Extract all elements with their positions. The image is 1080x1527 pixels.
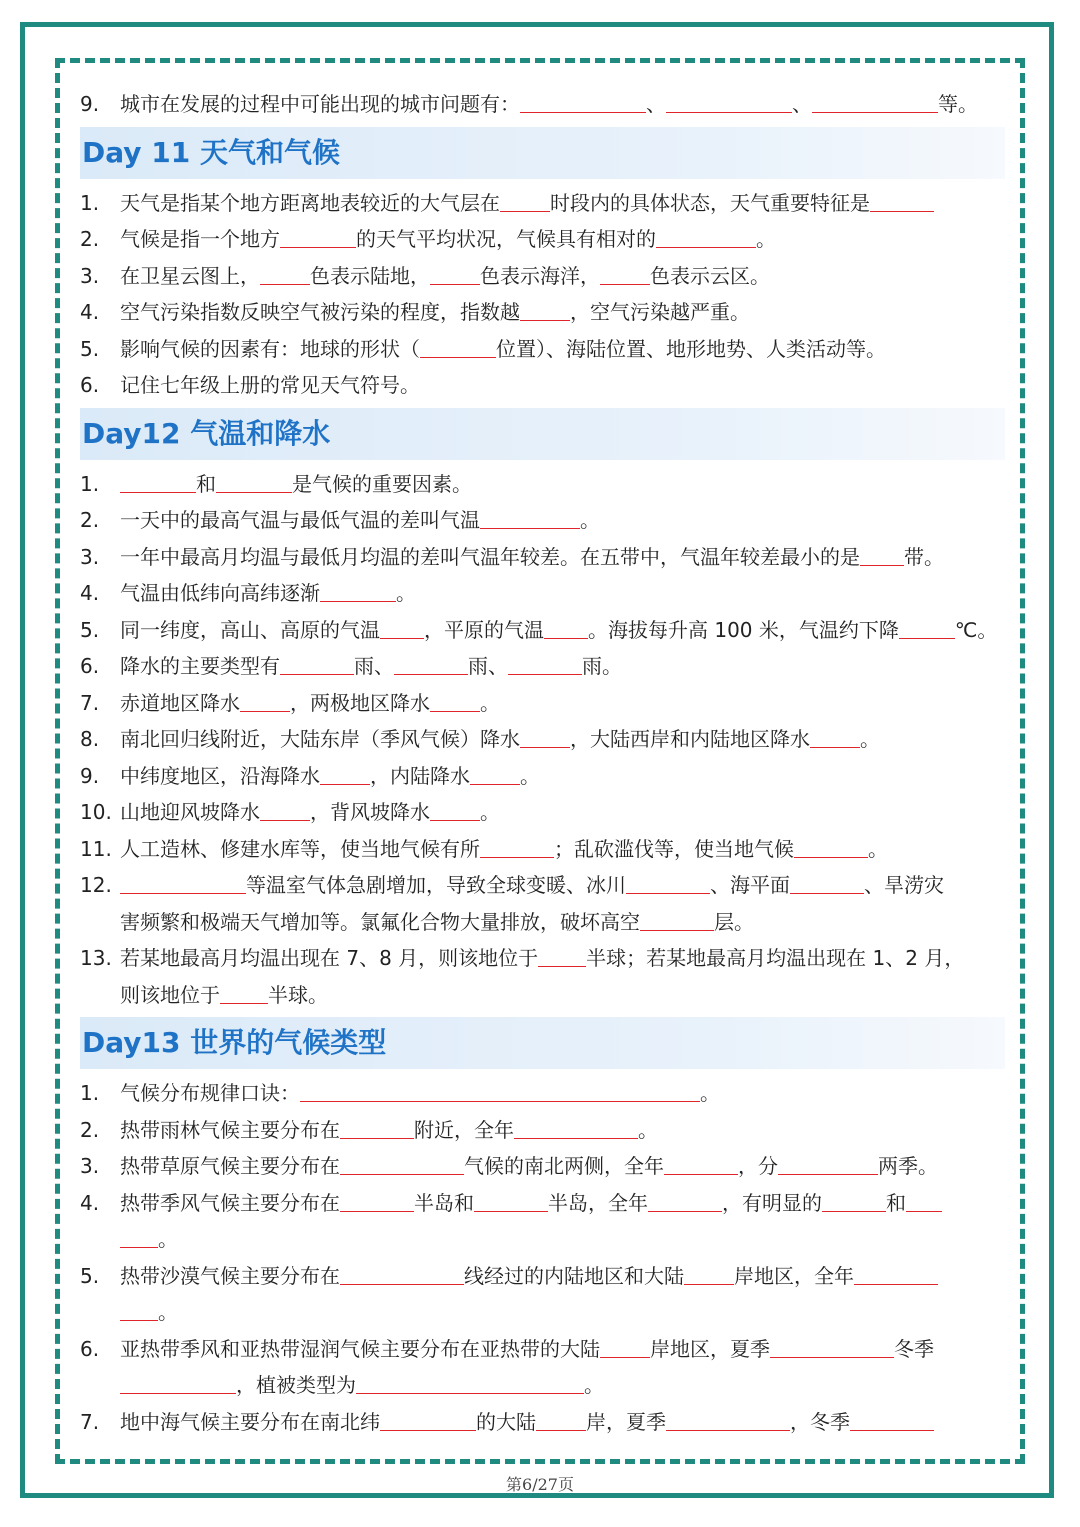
question-row: 3. 热带草原气候主要分布在 气候的南北两侧，全年 ，分 两季。: [80, 1154, 938, 1178]
answer-blank[interactable]: [380, 1412, 476, 1431]
answer-blank[interactable]: [430, 266, 480, 285]
answer-blank[interactable]: [854, 1266, 938, 1285]
answer-blank[interactable]: [280, 229, 356, 248]
question-row: 12. 等温室气体急剧增加，导致全球变暖、冰川 、海平面 、旱涝灾: [80, 873, 944, 897]
answer-blank[interactable]: [536, 1412, 586, 1431]
answer-blank[interactable]: [640, 912, 714, 931]
answer-blank[interactable]: [420, 339, 496, 358]
section-heading-day12: Day12 气温和降水: [80, 408, 1005, 460]
answer-blank[interactable]: [216, 474, 292, 493]
answer-blank[interactable]: [850, 1412, 934, 1431]
answer-blank[interactable]: [822, 1193, 886, 1212]
question-row: 1. 气候分布规律口诀： 。: [80, 1081, 720, 1105]
question-row: 1. 和 是气候的重要因素。: [80, 471, 472, 496]
answer-blank[interactable]: [430, 802, 480, 821]
question-row: 8. 南北回归线附近，大陆东岸（季风气候）降水 ，大陆西岸和内陆地区降水 。: [80, 727, 880, 751]
answer-blank[interactable]: [870, 193, 934, 212]
answer-blank[interactable]: [664, 1156, 738, 1175]
answer-blank[interactable]: [340, 1120, 414, 1139]
answer-blank[interactable]: [320, 766, 370, 785]
answer-blank[interactable]: [120, 875, 246, 894]
page-number: 第6/27页: [506, 1475, 574, 1494]
answer-blank[interactable]: [906, 1193, 942, 1212]
question-row-continued: 则该地位于 半球。: [120, 982, 328, 1007]
question-row: 10. 山地迎风坡降水 ，背风坡降水 。: [80, 800, 500, 824]
question-row: 13. 若某地最高月均温出现在 7、8 月，则该地位于 半球；若某地最高月均温出现在 1、2 月，: [80, 946, 965, 970]
question-row: 5. 同一纬度，高山、高原的气温 ，平原的气温 。海拔每升高 100 米，气温约下降 ℃。: [80, 617, 998, 642]
question-row-continued: ，植被类型为 。: [80, 1367, 1005, 1404]
question-row: 9. 中纬度地区，沿海降水 ，内陆降水 。: [80, 763, 540, 788]
question-row: 2. 热带雨林气候主要分布在 附近，全年 。: [80, 1117, 658, 1142]
answer-blank[interactable]: [320, 583, 396, 602]
question-row: 4. 气温由低纬向高纬逐渐 。: [80, 581, 416, 605]
question-row: 5. 影响气候的因素有：地球的形状（ 位置）、海陆位置、地形地势、人类活动等。: [80, 336, 886, 361]
answer-blank[interactable]: [120, 474, 196, 493]
answer-blank[interactable]: [380, 620, 424, 639]
worksheet-content: [80, 86, 1005, 1440]
question-row: 5. 热带沙漠气候主要分布在 线经过的内陆地区和大陆 岸地区，全年: [80, 1258, 1005, 1295]
answer-blank[interactable]: [120, 1375, 236, 1394]
question-row: 11. 人工造林、修建水库等，使当地气候有所 ；乱砍滥伐等，使当地气候 。: [80, 836, 888, 861]
answer-blank[interactable]: [120, 1229, 158, 1248]
answer-blank[interactable]: [480, 839, 554, 858]
answer-blank[interactable]: [260, 266, 310, 285]
answer-blank[interactable]: [684, 1266, 734, 1285]
section-heading-day13: Day13 世界的气候类型: [80, 1017, 1005, 1069]
question-row-continued: 害频繁和极端天气增加等。氯氟化合物大量排放，破坏高空 层。: [120, 909, 754, 934]
question-row: 2. 气候是指一个地方 的天气平均状况，气候具有相对的 。: [80, 227, 776, 251]
question-row: 1. 天气是指某个地方距离地表较近的大气层在 时段内的具体状态，天气重要特征是: [80, 185, 1005, 222]
answer-blank[interactable]: [340, 1156, 464, 1175]
answer-blank[interactable]: [790, 875, 864, 894]
answer-blank[interactable]: [430, 693, 480, 712]
question-row: 7. 赤道地区降水 ，两极地区降水 。: [80, 690, 500, 715]
answer-blank[interactable]: [666, 94, 792, 113]
answer-blank[interactable]: [520, 729, 570, 748]
question-row: 6. 亚热带季风和亚热带湿润气候主要分布在亚热带的大陆 岸地区，夏季 冬季: [80, 1336, 934, 1361]
answer-blank[interactable]: [260, 802, 310, 821]
answer-blank[interactable]: [648, 1193, 722, 1212]
answer-blank[interactable]: [600, 1339, 650, 1358]
answer-blank[interactable]: [514, 1120, 638, 1139]
question-row: 2. 一天中的最高气温与最低气温的差叫气温 。: [80, 508, 600, 532]
question-row: 4. 空气污染指数反映空气被污染的程度，指数越 ，空气污染越严重。: [80, 300, 750, 324]
answer-blank[interactable]: [544, 620, 588, 639]
answer-blank[interactable]: [120, 1302, 158, 1321]
question-row: 6. 降水的主要类型有 雨、 雨、 雨。: [80, 654, 622, 678]
question-row: 3. 在卫星云图上， 色表示陆地， 色表示海洋， 色表示云区。: [80, 263, 770, 288]
question-row: 9. 城市在发展的过程中可能出现的城市问题有： 、 、 等。: [80, 92, 978, 116]
answer-blank[interactable]: [520, 302, 570, 321]
answer-blank[interactable]: [860, 547, 904, 566]
answer-blank[interactable]: [794, 839, 868, 858]
answer-blank[interactable]: [666, 1412, 790, 1431]
answer-blank[interactable]: [778, 1156, 878, 1175]
answer-blank[interactable]: [770, 1339, 894, 1358]
answer-blank[interactable]: [340, 1266, 464, 1285]
answer-blank[interactable]: [356, 1375, 584, 1394]
answer-blank[interactable]: [470, 766, 520, 785]
question-row: 4. 热带季风气候主要分布在 半岛和 半岛，全年 ，有明显的 和: [80, 1185, 1005, 1222]
answer-blank[interactable]: [394, 656, 468, 675]
answer-blank[interactable]: [500, 193, 550, 212]
question-row: 3. 一年中最高月均温与最低月均温的差叫气温年较差。在五带中，气温年较差最小的是 带。: [80, 544, 944, 569]
answer-blank[interactable]: [300, 1083, 700, 1102]
answer-blank[interactable]: [508, 656, 582, 675]
answer-blank[interactable]: [812, 94, 938, 113]
answer-blank[interactable]: [480, 510, 580, 529]
question-row: 7. 地中海气候主要分布在南北纬 的大陆 岸，夏季 ，冬季: [80, 1404, 1005, 1441]
answer-blank[interactable]: [899, 620, 955, 639]
answer-blank[interactable]: [520, 94, 646, 113]
answer-blank[interactable]: [600, 266, 650, 285]
answer-blank[interactable]: [626, 875, 710, 894]
answer-blank[interactable]: [656, 229, 756, 248]
question-row-continued: 。: [80, 1221, 1005, 1258]
question-row-continued: 。: [80, 1294, 1005, 1331]
answer-blank[interactable]: [220, 985, 268, 1004]
answer-blank[interactable]: [810, 729, 860, 748]
answer-blank[interactable]: [340, 1193, 414, 1212]
answer-blank[interactable]: [240, 693, 290, 712]
question-row: 6. 记住七年级上册的常见天气符号。: [80, 373, 420, 397]
answer-blank[interactable]: [538, 948, 586, 967]
answer-blank[interactable]: [474, 1193, 548, 1212]
section-heading-day11: Day 11 天气和气候: [80, 127, 1005, 179]
answer-blank[interactable]: [280, 656, 354, 675]
